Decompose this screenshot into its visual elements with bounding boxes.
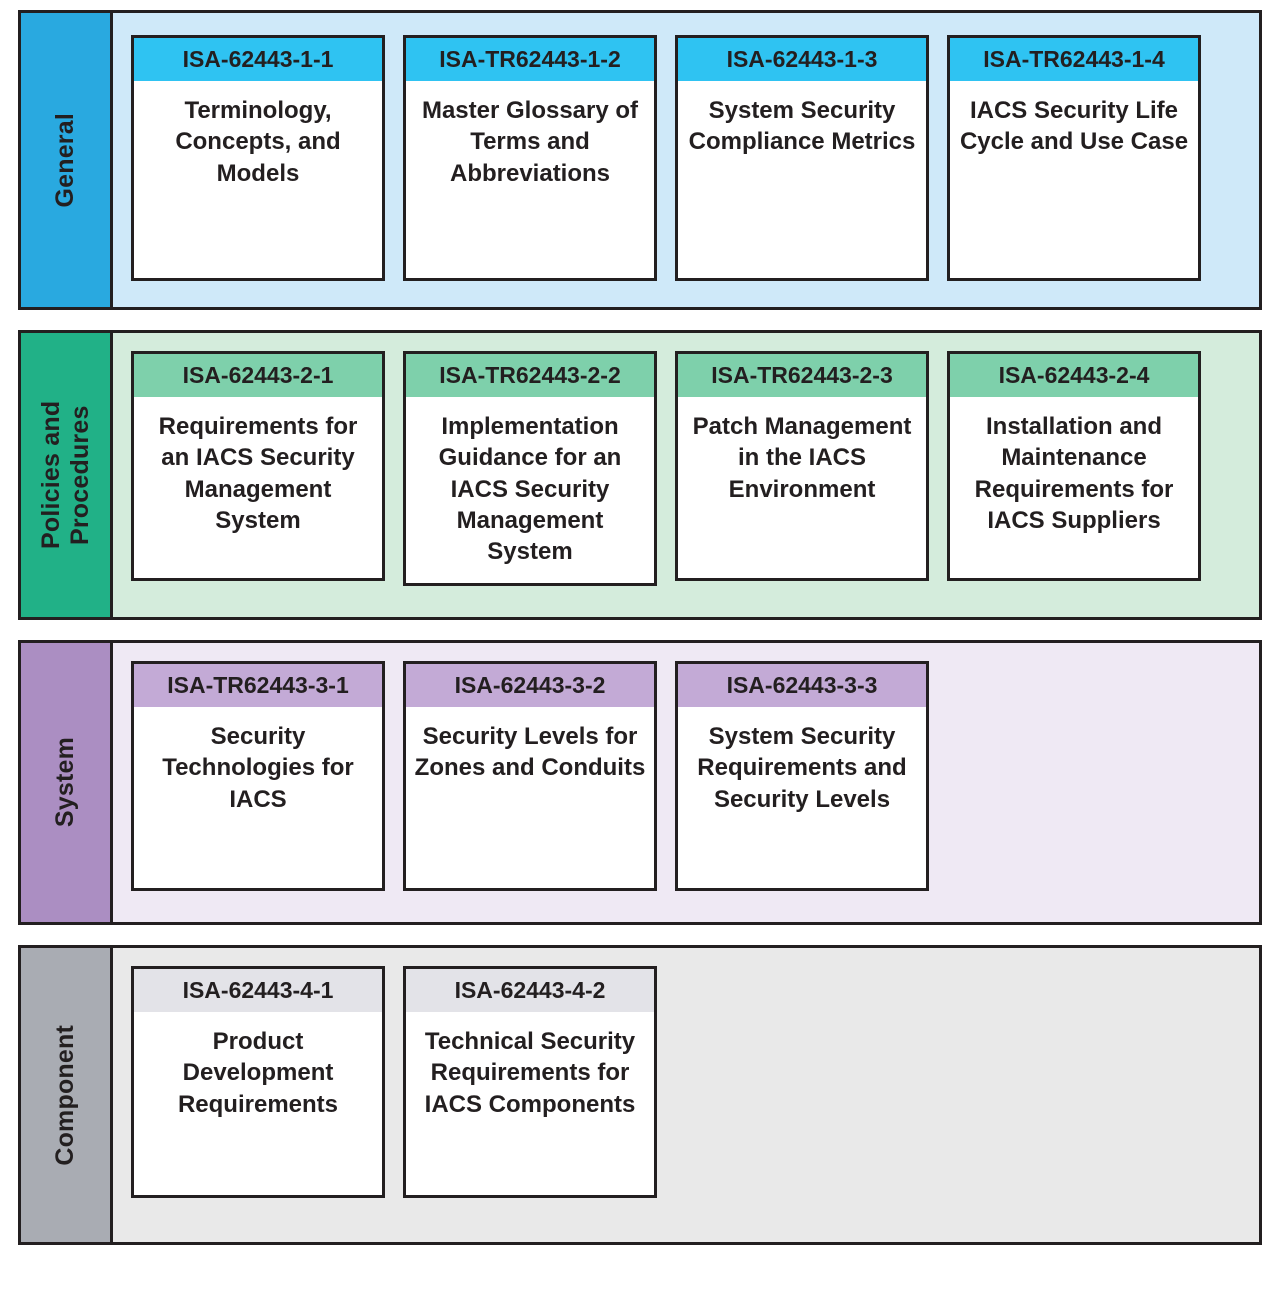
doc-title: System Security Compliance Metrics <box>678 81 926 173</box>
doc-card[interactable] <box>403 966 657 1198</box>
doc-card[interactable] <box>675 351 929 581</box>
doc-code: ISA-TR62443-3-1 <box>134 664 382 707</box>
doc-code: ISA-62443-2-4 <box>950 354 1198 397</box>
doc-card[interactable] <box>131 35 385 281</box>
doc-code: ISA-62443-4-2 <box>406 969 654 1012</box>
band-label-general-text: General <box>51 112 80 208</box>
band-general <box>18 10 1262 310</box>
doc-card[interactable] <box>675 35 929 281</box>
doc-card[interactable] <box>131 351 385 581</box>
band-policies-and-procedures <box>18 330 1262 620</box>
doc-code: ISA-62443-1-3 <box>678 38 926 81</box>
doc-title: Installation and Maintenance Requirements for IACS Suppliers <box>950 397 1198 552</box>
doc-card[interactable] <box>403 351 657 586</box>
doc-code: ISA-62443-3-3 <box>678 664 926 707</box>
doc-card[interactable] <box>947 351 1201 581</box>
doc-card[interactable] <box>131 966 385 1198</box>
band-label-general <box>21 13 113 307</box>
doc-title: System Security Requirements and Security Levels <box>678 707 926 831</box>
band-body-component <box>113 948 1259 1242</box>
doc-card[interactable] <box>403 661 657 891</box>
band-body-general <box>113 13 1259 307</box>
doc-title: Security Levels for Zones and Conduits <box>406 707 654 799</box>
band-label-system <box>21 643 113 922</box>
doc-title: Requirements for an IACS Security Management System <box>134 397 382 552</box>
doc-title: IACS Security Life Cycle and Use Case <box>950 81 1198 173</box>
band-label-component <box>21 948 113 1242</box>
doc-title: Security Technologies for IACS <box>134 707 382 831</box>
band-label-policies-and-procedures-text: Policies and Procedures <box>36 400 94 550</box>
band-component <box>18 945 1262 1245</box>
doc-code: ISA-62443-2-1 <box>134 354 382 397</box>
band-body-policies-and-procedures <box>113 333 1259 617</box>
doc-title: Terminology, Concepts, and Models <box>134 81 382 205</box>
doc-card[interactable] <box>131 661 385 891</box>
doc-code: ISA-62443-1-1 <box>134 38 382 81</box>
doc-code: ISA-TR62443-1-4 <box>950 38 1198 81</box>
doc-card[interactable] <box>403 35 657 281</box>
doc-title: Patch Management in the IACS Environment <box>678 397 926 521</box>
doc-title: Technical Security Requirements for IACS Components <box>406 1012 654 1136</box>
doc-title: Product Development Requirements <box>134 1012 382 1136</box>
doc-title: Master Glossary of Terms and Abbreviations <box>406 81 654 205</box>
doc-code: ISA-62443-3-2 <box>406 664 654 707</box>
doc-code: ISA-TR62443-1-2 <box>406 38 654 81</box>
doc-code: ISA-TR62443-2-3 <box>678 354 926 397</box>
band-body-system <box>113 643 1259 922</box>
doc-card[interactable] <box>947 35 1201 281</box>
band-label-system-text: System <box>51 737 80 828</box>
band-label-policies-and-procedures <box>21 333 113 617</box>
doc-code: ISA-TR62443-2-2 <box>406 354 654 397</box>
doc-code: ISA-62443-4-1 <box>134 969 382 1012</box>
doc-card[interactable] <box>675 661 929 891</box>
band-system <box>18 640 1262 925</box>
doc-title: Implementation Guidance for an IACS Security Management System <box>406 397 654 583</box>
band-label-component-text: Component <box>51 1024 80 1166</box>
